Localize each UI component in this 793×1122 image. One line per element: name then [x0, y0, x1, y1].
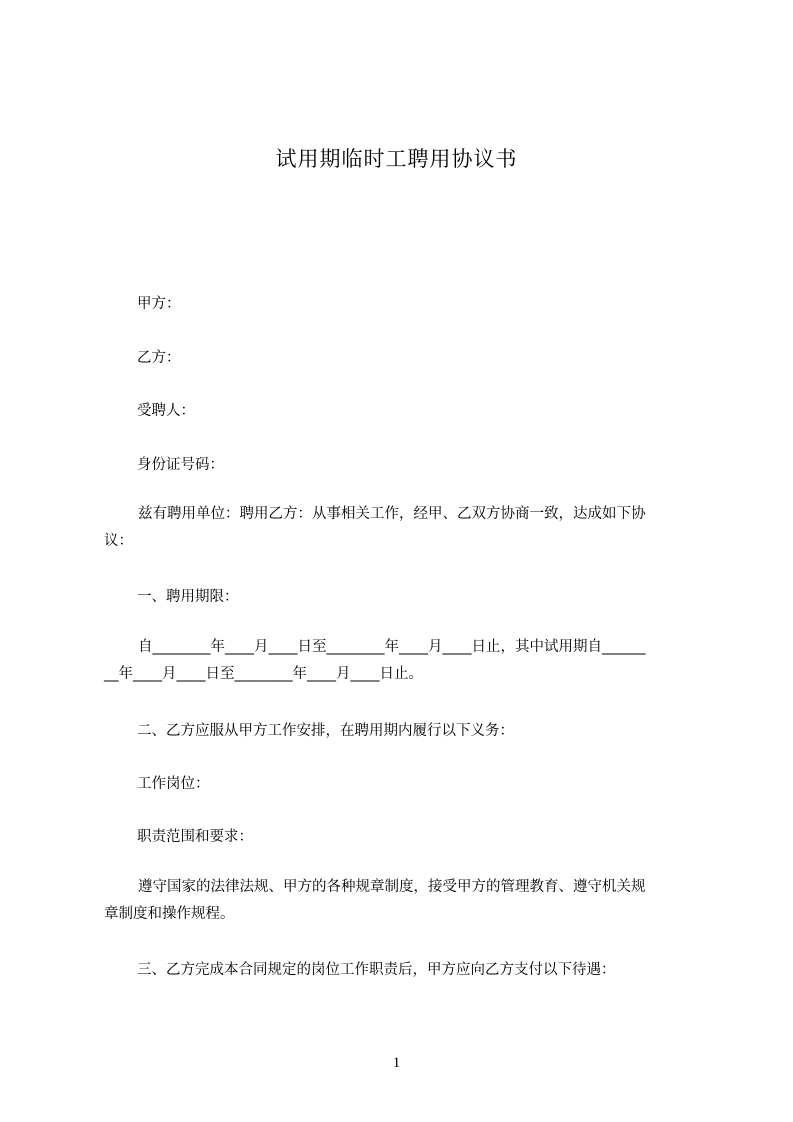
intro-line-2: 议：	[104, 533, 133, 549]
page-number: 1	[392, 1055, 401, 1071]
duties-paragraph	[104, 874, 704, 928]
party-b-field: 乙方：	[137, 350, 181, 366]
intro-paragraph	[104, 501, 704, 555]
employee-field: 受聘人：	[137, 403, 195, 419]
duties-line-2: 章制度和操作规程。	[104, 906, 235, 922]
document-title: 试用期临时工聘用协议书	[275, 147, 518, 171]
section-1-heading: 一、聘用期限：	[137, 589, 239, 605]
duties-line-1: 遵守国家的法律法规、甲方的各种规章制度，接受甲方的管理教育、遵守机关规	[138, 879, 646, 895]
term-line-1: 自________年____月____日至________年____月____日止，其中试用期自______	[138, 639, 646, 655]
term-line-2: __年____月____日至________年____月____日止。	[104, 666, 423, 682]
term-paragraph	[104, 634, 704, 688]
party-a-field: 甲方：	[137, 296, 181, 312]
job-position-field: 工作岗位：	[137, 776, 210, 792]
duties-field: 职责范围和要求：	[137, 829, 253, 845]
intro-line-1: 兹有聘用单位：聘用乙方：从事相关工作，经甲、乙双方协商一致，达成如下协	[138, 506, 646, 522]
section-2-heading: 二、乙方应服从甲方工作安排，在聘用期内履行以下义务：	[137, 723, 514, 739]
section-3-heading: 三、乙方完成本合同规定的岗位工作职责后，甲方应向乙方支付以下待遇：	[137, 962, 616, 978]
id-number-field: 身份证号码：	[137, 457, 224, 473]
